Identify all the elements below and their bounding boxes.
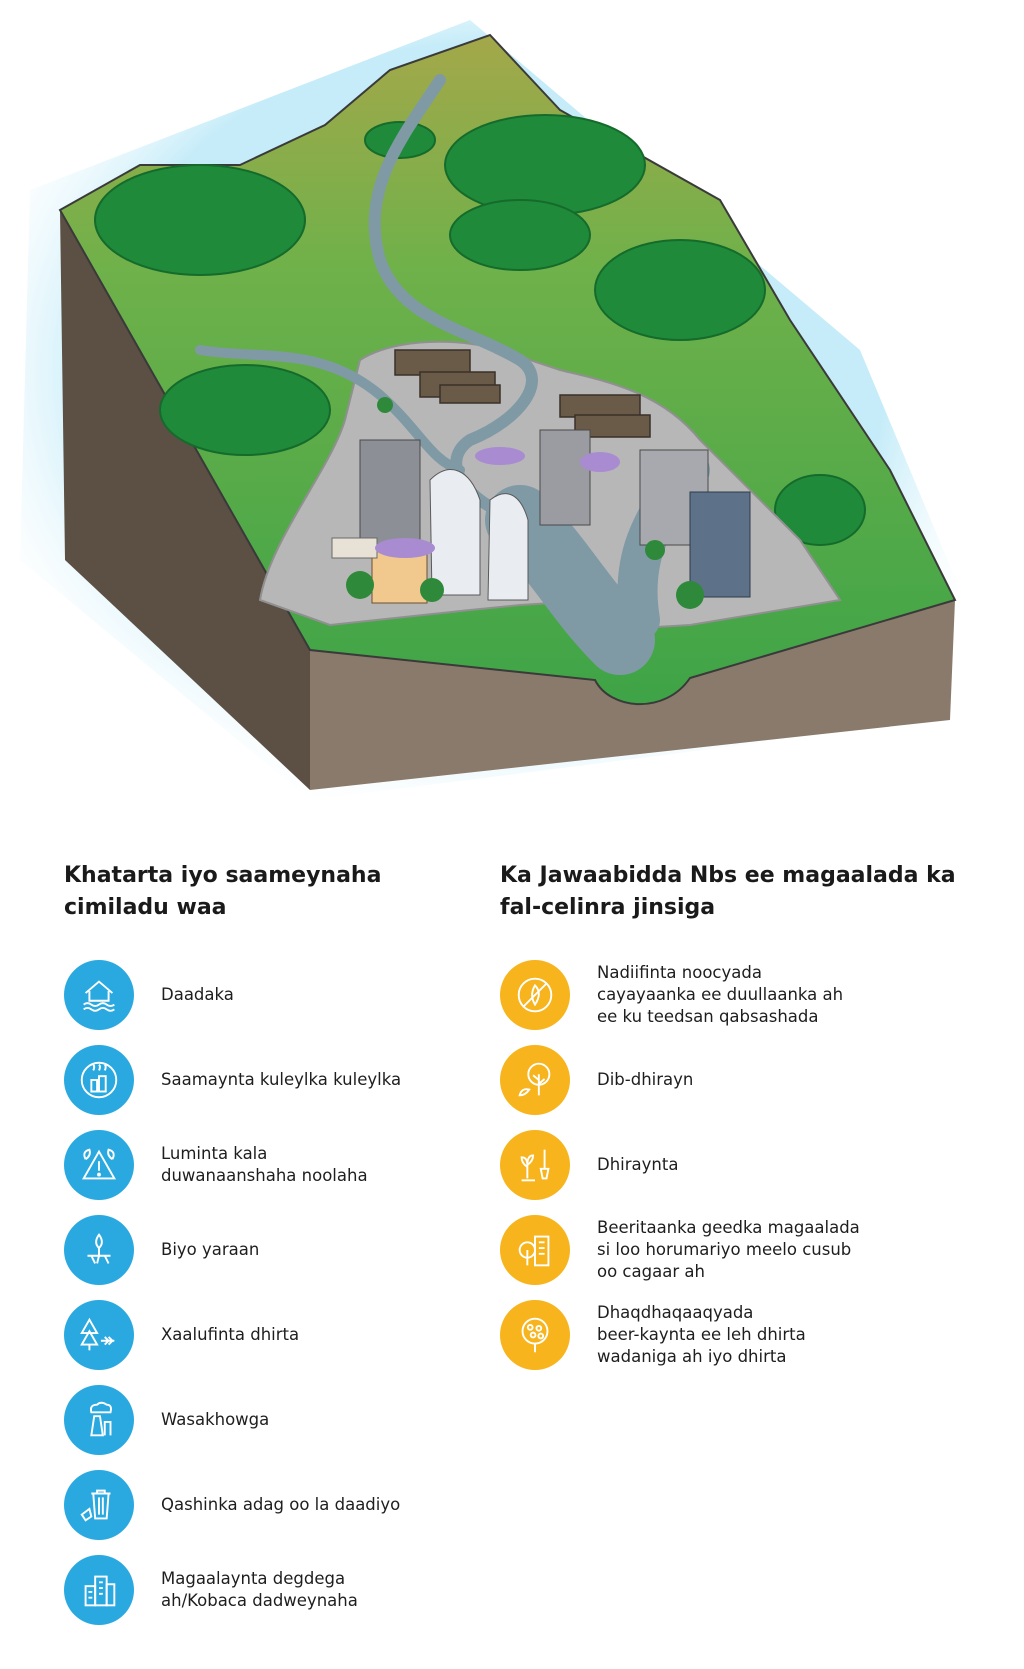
list-item <box>64 960 464 1030</box>
nbs-responses-column <box>500 860 1000 1385</box>
heat-city-icon <box>64 1045 134 1115</box>
planting-shovel-icon <box>500 1130 570 1200</box>
urbanization-buildings-icon <box>64 1555 134 1625</box>
no-invasive-species-icon <box>500 960 570 1030</box>
nbs-responses-title: Ka Jawaabidda Nbs ee magaalada ka fal-celinra jinsiga <box>500 863 956 920</box>
flood-house-icon <box>64 960 134 1030</box>
risk-label: Luminta kala duwanaanshaha noolaha <box>161 1144 368 1185</box>
list-item <box>500 1130 1000 1200</box>
list-item <box>500 1300 1000 1370</box>
landscape-illustration <box>0 0 1024 820</box>
list-item <box>64 1555 464 1625</box>
fruit-tree-icon <box>500 1300 570 1370</box>
waste-bin-icon <box>64 1470 134 1540</box>
deforestation-icon <box>64 1300 134 1370</box>
list-item <box>500 1215 1000 1285</box>
water-scarcity-icon <box>64 1215 134 1285</box>
risk-label: Xaalufinta dhirta <box>161 1325 300 1344</box>
risk-label: Magaalaynta degdega ah/Kobaca dadweynaha <box>161 1569 358 1610</box>
urban-tree-building-icon <box>500 1215 570 1285</box>
risk-label: Wasakhowga <box>161 1410 270 1429</box>
list-item <box>64 1215 464 1285</box>
response-label: Dhaqdhaqaaqyada beer-kaynta ee leh dhirta wadaniga ah iyo dhirta <box>597 1303 806 1366</box>
list-item <box>500 1045 1000 1115</box>
response-label: Dhiraynta <box>597 1155 679 1174</box>
list-item <box>500 960 1000 1030</box>
list-item <box>64 1130 464 1200</box>
risk-label: Saamaynta kuleylka kuleylka <box>161 1070 402 1089</box>
reforestation-tree-icon <box>500 1045 570 1115</box>
climate-risks-title: Khatarta iyo saameynaha cimiladu waa <box>64 863 382 920</box>
biodiversity-warning-icon <box>64 1130 134 1200</box>
response-label: Beeritaanka geedka magaalada si loo horumariyo meelo cusub oo cagaar ah <box>597 1218 860 1281</box>
list-item <box>64 1045 464 1115</box>
risk-label: Qashinka adag oo la daadiyo <box>161 1495 401 1514</box>
list-item <box>64 1300 464 1370</box>
risk-label: Daadaka <box>161 985 234 1004</box>
list-item <box>64 1385 464 1455</box>
risk-label: Biyo yaraan <box>161 1240 260 1259</box>
climate-risks-column <box>64 860 464 1640</box>
list-item <box>64 1470 464 1540</box>
response-label: Nadiifinta noocyada cayayaanka ee duullaanka ah ee ku teedsan qabsashada <box>597 963 844 1026</box>
response-label: Dib-dhirayn <box>597 1070 694 1089</box>
pollution-factory-icon <box>64 1385 134 1455</box>
